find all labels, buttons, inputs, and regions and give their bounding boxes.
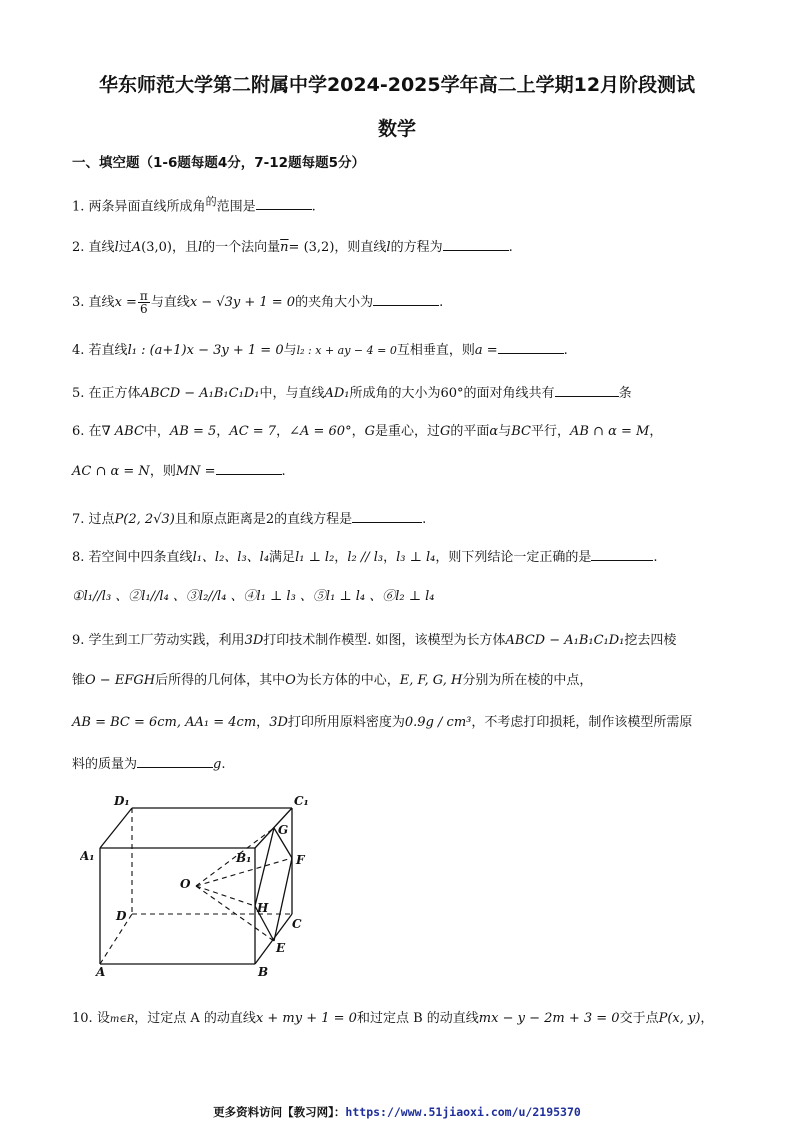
question-3: 3. 直线x = $\frac{\pi}{6}$ 与直线x − √3y + 1 = 0的夹角大小为 . (72, 289, 444, 316)
label-E: E (276, 941, 286, 955)
answer-blank-8 (591, 548, 653, 561)
label-F: F (296, 853, 305, 867)
question-6-cont: AC ∩ α = N，则MN = . (72, 464, 286, 479)
document-title: 华东师范大学第二附属中学2024-2025学年高二上学期12月阶段测试 (98, 74, 696, 96)
question-2: 2. 直线l过A(3,0)，且l的一个法向量$\overline{n}= (3,2)$，则直线l的方程为 . (72, 240, 513, 255)
label-G: G (278, 823, 289, 837)
label-D: D (116, 909, 127, 923)
question-7: 7. 过点P(2, 2√3)且和原点距离是2的直线方程是 . (72, 512, 427, 527)
question-9-line4: 料的质量为 g. (72, 757, 226, 772)
label-H: H (257, 901, 269, 915)
label-D1: D₁ (114, 794, 130, 808)
question-8: 8. 若空间中四条直线l₁、l₂、l₃、l₄满足l₁ ⊥ l₂，l₂ // l₃，l₃ ⊥ l₄，则下列结论一定正确的是 . (72, 550, 658, 565)
answer-blank-1 (256, 197, 312, 210)
question-4: 4. 若直线l₁ : (a+1)x − 3y + 1 = 0与l₂ : x + ay − 4 = 0互相垂直，则a = . (72, 343, 568, 358)
label-C: C (292, 917, 302, 931)
question-10: 10. 设m∈R，过定点 A 的动直线x + my + 1 = 0和过定点 B 的动直线mx − y − 2m + 3 = 0交于点P(x, y)， (72, 1011, 714, 1026)
document-subtitle: 数学 (377, 118, 416, 140)
label-C1: C₁ (294, 794, 309, 808)
label-A: A (96, 965, 106, 978)
question-9-line2: 锥O − EFGH后所得的几何体，其中O为长方体的中心，E, F, G, H分别为所在棱的中点， (72, 673, 593, 688)
pi-over-six: $\frac{\pi}{6}$ (139, 289, 148, 316)
footer-prefix: 更多资料访问【教习网】： (213, 1105, 346, 1119)
answer-blank-3 (373, 293, 439, 306)
question-1: 1. 两条异面直线所成角$^的$范围是 . (72, 195, 316, 215)
question-8-options: ①l₁//l₃ 、②l₁//l₄ 、③l₂//l₄ 、④l₁ ⊥ l₃ 、⑤l₁ ⊥ l₄ 、⑥l₂ ⊥ l₄ (72, 589, 435, 604)
answer-blank-6 (216, 462, 282, 475)
answer-blank-4 (498, 341, 564, 354)
question-9-line3: AB = BC = 6cm, AA₁ = 4cm，3D打印所用原料密度为0.9g / cm³，不考虑打印损耗，制作该模型所需原 (72, 715, 693, 730)
answer-blank-2 (443, 238, 509, 251)
label-B1: B₁ (236, 851, 252, 865)
answer-blank-5 (555, 384, 619, 397)
question-5: 5. 在正方体ABCD − A₁B₁C₁D₁中，与直线AD₁所成角的大小为60°的面对角线共有 条 (72, 386, 632, 401)
answer-blank-9 (137, 755, 213, 768)
label-A1: A₁ (80, 849, 95, 863)
question-6: 6. 在∇ ABC中，AB = 5，AC = 7，∠A = 60°，G是重心，过G的平面α与BC平行，AB ∩ α = M， (72, 424, 663, 439)
label-B: B (258, 965, 269, 978)
question-9: 9. 学生到工厂劳动实践，利用3D打印技术制作模型. 如图，该模型为长方体ABCD − A₁B₁C₁D₁挖去四棱 (72, 633, 677, 648)
section-heading: 一、填空题（1-6题每题4分，7-12题每题5分） (72, 155, 365, 171)
footer (0, 1104, 794, 1120)
answer-blank-7 (352, 510, 422, 523)
label-O: O (180, 877, 191, 891)
footer-link[interactable]: https://www.51jiaoxi.com/u/2195370 (345, 1105, 581, 1119)
cuboid-figure (80, 788, 320, 978)
